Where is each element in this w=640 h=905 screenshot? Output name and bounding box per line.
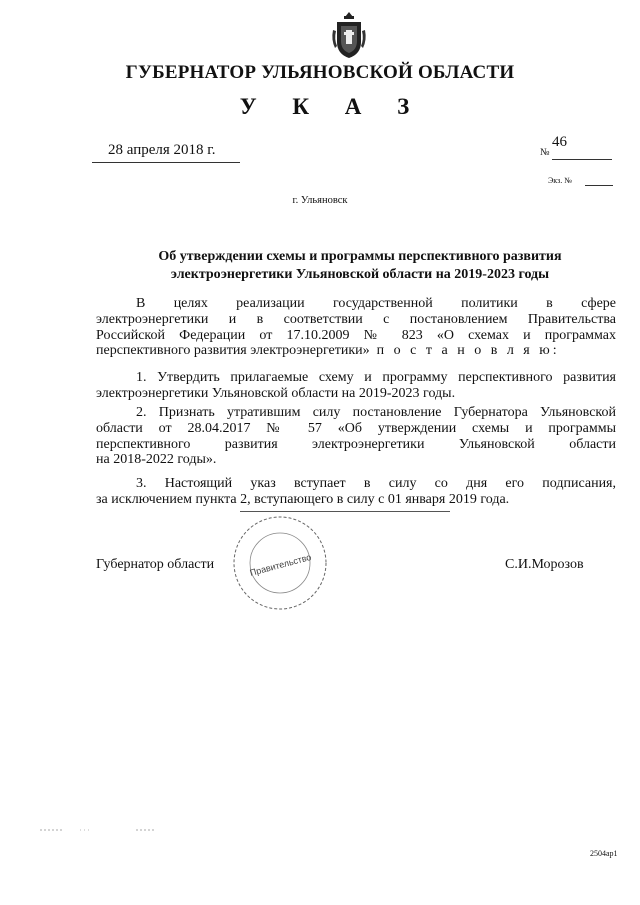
decree-number: 46 [552,134,567,150]
city: г. Ульяновск [292,195,348,206]
clause-3-paragraph [96,476,616,508]
date-underline [92,162,240,163]
preamble-paragraph [96,296,616,359]
paragraph-line: Российской Федерации от 17.10.2009 № 823 «О схемах и программах [96,327,616,343]
paragraph-line: электроэнергетики и в соответствии с постановлением Правительства [96,311,616,327]
paragraph-line: электроэнергетики Ульяновской области на 2019-2023 годы. [96,385,456,401]
clause-2-paragraph [96,405,616,468]
paragraph-line-text: перспективного развития электроэнергетики» [96,343,370,359]
scan-artifact [40,827,160,833]
copy-number-underline [585,185,613,186]
decree-title-line: электроэнергетики Ульяновской области на 2019-2023 годы [170,267,550,282]
number-underline [552,159,612,160]
document-type: У К А З [239,94,425,119]
stamp-text: Правительство [248,551,313,578]
document-code: 2504ap1 [590,849,618,858]
paragraph-line: на 2018-2022 годы». [96,452,217,468]
decree-date: 28 апреля 2018 г. [108,142,216,158]
decree-title [110,248,610,284]
decree-verb: п о с т а н о в л я ю: [376,343,560,359]
copy-number-label: Экз. № [548,176,572,185]
official-stamp [230,513,330,613]
clause-1-paragraph [96,370,616,402]
paragraph-line: области от 28.04.2017 № 57 «Об утверждении схемы и программы [96,420,616,436]
paragraph-line: 1. Утвердить прилагаемые схему и программу перспективного развития [136,370,616,385]
issuing-authority: ГУБЕРНАТОР УЛЬЯНОВСКОЙ ОБЛАСТИ [125,62,515,83]
paragraph-line: 2. Признать утратившим силу постановление Губернатора Ульяновской [136,405,616,420]
decree-title-line: Об утверждении схемы и программы перспективного развития [158,249,562,264]
coat-of-arms-emblem [331,10,367,60]
signatory-name: С.И.Морозов [505,557,584,572]
paragraph-line: за исключением пункта 2, вступающего в силу с 01 января 2019 года. [96,491,510,507]
paragraph-line: перспективного развития электроэнергетики Ульяновской области [96,436,616,452]
paragraph-line [96,343,616,359]
paragraph-line: 3. Настоящий указ вступает в силу со дня его подписания, [136,476,616,491]
signature-rule [240,511,450,512]
signatory-title: Губернатор области [96,557,215,572]
paragraph-line: В целях реализации государственной политики в сфере [136,296,616,311]
number-label: № [540,147,550,158]
